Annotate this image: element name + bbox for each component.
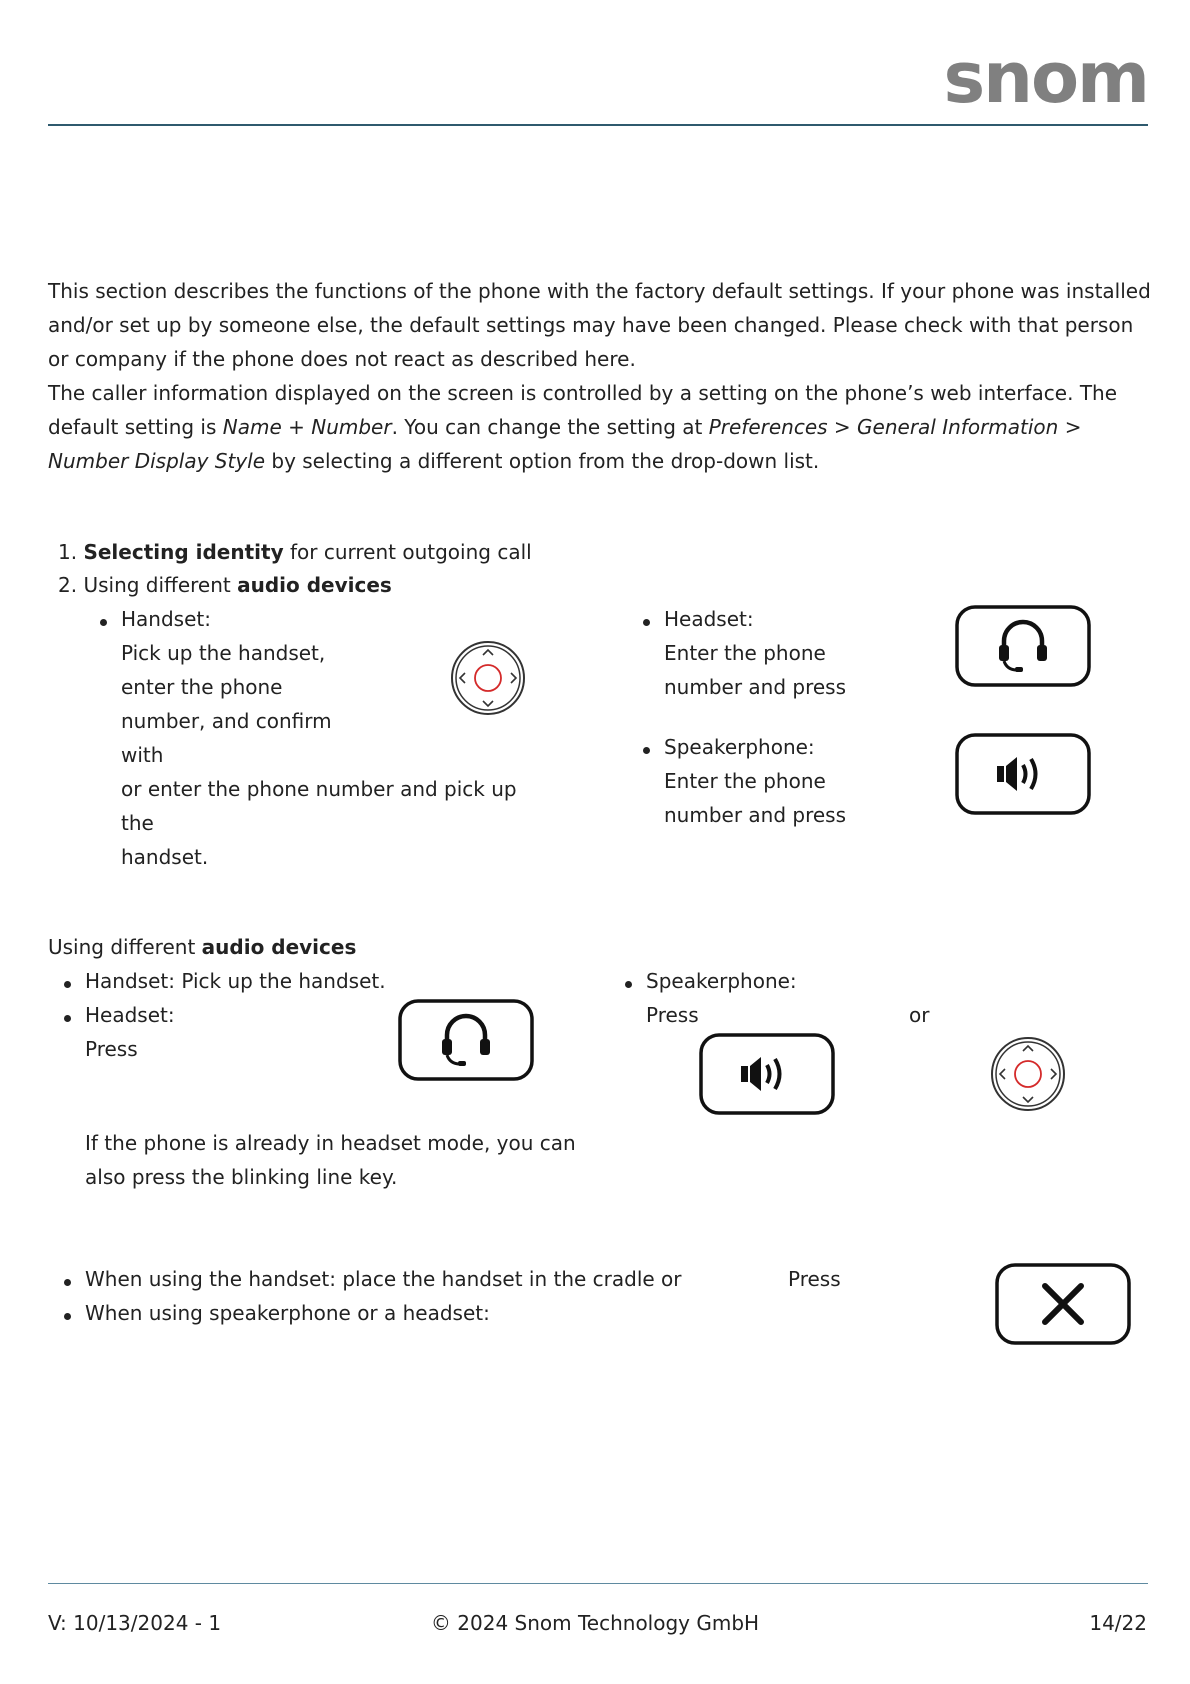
intro-paragraph-2: The caller information displayed on the screen is controlled by a setting on the phone’s web interface. The default setting is Name + Number. You can change the setting at Preferences > General Information > Number Display Style by selecting a different option from the drop-down list.: [48, 381, 1118, 473]
snom-logo: [930, 40, 1150, 110]
header-rule: [48, 124, 1148, 126]
bullet: [100, 619, 107, 626]
answer-handset: Handset: Pick up the handset.: [85, 969, 386, 993]
footer-page-number: 14/22: [1089, 1611, 1147, 1635]
bullet: [625, 981, 632, 988]
list-item-audio-devices: 2. Using different audio devices: [58, 573, 392, 597]
list-item-identity: 1. Selecting identity for current outgoing call: [58, 540, 532, 564]
intro-text: [48, 274, 1158, 478]
bullet: [64, 1279, 71, 1286]
cancel-key-icon: [995, 1263, 1131, 1349]
headset-instructions: Headset: Enter the phone number and press: [664, 607, 847, 699]
footer-copyright: © 2024 Snom Technology GmbH: [430, 1611, 760, 1635]
answer-speakerphone: Speakerphone: Press: [646, 969, 797, 1027]
answer-headset: Headset: Press: [85, 1003, 175, 1061]
navigation-key-icon: [450, 640, 526, 720]
end-press-label: Press: [788, 1267, 841, 1291]
headset-key-icon: [955, 605, 1091, 691]
bullet: [64, 1015, 71, 1022]
end-handset: When using the handset: place the handset in the cradle or: [85, 1267, 682, 1291]
or-label: or: [909, 1003, 930, 1027]
handset-instructions: Handset: Pick up the handset, enter the phone number, and confirm with or enter the phone number and pick up the handset.: [121, 607, 517, 869]
headset-note: If the phone is already in headset mode, you can also press the blinking line key.: [85, 1131, 576, 1189]
bullet: [643, 747, 650, 754]
bullet: [643, 619, 650, 626]
speakerphone-instructions: Speakerphone: Enter the phone number and press: [664, 735, 847, 827]
intro-paragraph-1: This section describes the functions of the phone with the factory default settings. If your phone was installed and/or set up by someone else, the default settings may have been changed. Please check with that person or company if the phone does not react as described here.: [48, 279, 1151, 371]
navigation-key-icon: [990, 1036, 1066, 1116]
svg-text:snom: snom: [943, 40, 1148, 110]
bullet: [64, 981, 71, 988]
footer-version: V: 10/13/2024 - 1: [48, 1611, 222, 1635]
speaker-key-icon: [955, 733, 1091, 819]
footer-rule: [48, 1583, 1148, 1584]
bullet: [64, 1313, 71, 1320]
headset-key-icon: [398, 999, 534, 1085]
answering-heading: Using different audio devices: [48, 935, 357, 959]
end-speaker-headset: When using speakerphone or a headset:: [85, 1301, 490, 1325]
speaker-key-icon: [699, 1033, 835, 1119]
